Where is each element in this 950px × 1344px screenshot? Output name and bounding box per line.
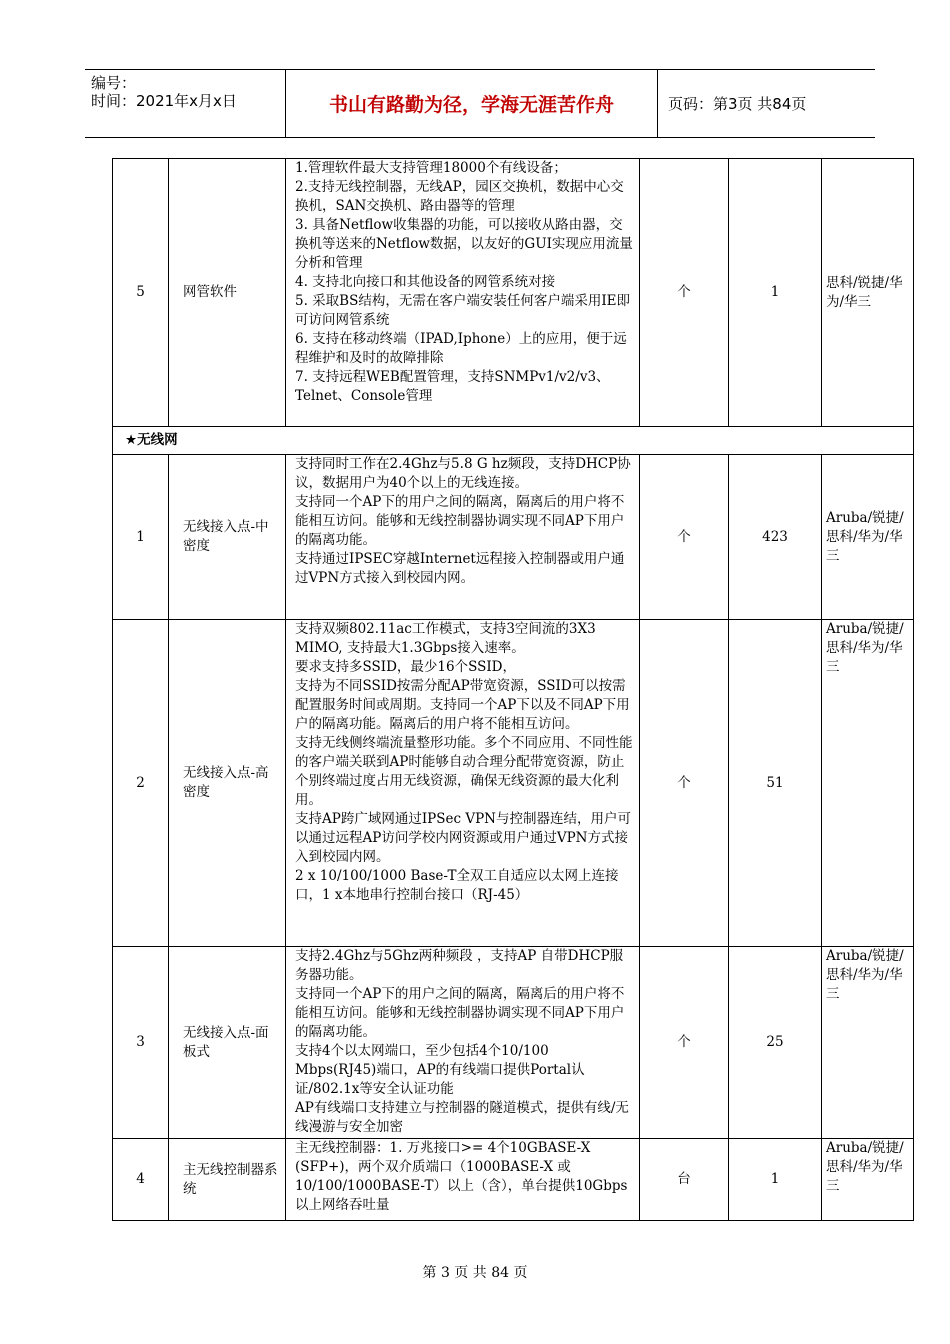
item-description: [286, 455, 640, 620]
desc-line: 2 x 10/100/1000 Base-T全双工自适应以太网上连接口，1 x本地串行控制台接口（RJ-45）: [295, 868, 619, 903]
desc-line: 3. 具备Netflow收集器的功能，可以接收从路由器，交换机等送来的Netflow数据，以友好的GUI实现应用流量分析和管理: [295, 217, 633, 271]
desc-line: 主无线控制器：1. 万兆接口>= 4个10GBASE-X (SFP+)，两个双介质端口（1000BASE-X 或 10/100/1000BASE-T）以上（含），单台提供10Gbps以上网络吞吐量: [295, 1140, 628, 1213]
desc-line: 5. 采取BS结构，无需在客户端安装任何客户端采用IE即可访问网管系统: [295, 293, 631, 328]
desc-line: 支持2.4Ghz与5Ghz两种频段 ，支持AP 自带DHCP服务器功能。: [295, 948, 624, 983]
desc-line: 支持通过IPSEC穿越Internet远程接入控制器或用户通过VPN方式接入到校园内网。: [295, 551, 625, 586]
table-row: [113, 1139, 914, 1221]
section-title: ★无线网: [113, 427, 914, 455]
desc-line: 支持同时工作在2.4Ghz与5.8 G hz频段，支持DHCP协议，数据用户为40个以上的无线连接。: [295, 456, 631, 491]
row-number: 3: [113, 947, 169, 1139]
page-header: [85, 69, 875, 138]
item-name: 网管软件: [169, 159, 286, 427]
item-brand: Aruba/锐捷/思科/华为/华三: [822, 947, 914, 1139]
number-label: 编号：: [91, 74, 137, 92]
item-unit: 个: [640, 159, 729, 427]
desc-line: 要求支持多SSID，最少16个SSID，: [295, 659, 517, 675]
item-brand: Aruba/锐捷/思科/华为/华三: [822, 455, 914, 620]
desc-line: AP有线端口支持建立与控制器的隧道模式，提供有线/无线漫游与安全加密: [295, 1100, 629, 1135]
table-row: [113, 947, 914, 1139]
desc-line: 支持同一个AP下的用户之间的隔离，隔离后的用户将不能相互访问。能够和无线控制器协调实现不同AP下用户的隔离功能。: [295, 986, 625, 1040]
desc-line: 6. 支持在移动终端（IPAD,Iphone）上的应用，便于远程维护和及时的故障排除: [295, 331, 627, 366]
desc-line: 2.支持无线控制器，无线AP，园区交换机，数据中心交换机，SAN交换机、路由器等的管理: [295, 179, 624, 214]
desc-line: 支持为不同SSID按需分配AP带宽资源，SSID可以按需配置服务时间或周期。支持同一个AP下以及不同AP下用户的隔离功能。隔离后的用户将不能相互访问。: [295, 678, 630, 732]
item-name: 无线接入点-面板式: [169, 947, 286, 1139]
motto: 书山有路勤为径，学海无涯苦作舟: [285, 70, 658, 137]
item-quantity: 51: [729, 620, 822, 947]
table-row: [113, 159, 914, 427]
table-row: [113, 620, 914, 947]
item-quantity: 1: [729, 1139, 822, 1221]
header-meta: [85, 70, 285, 137]
item-unit: 个: [640, 947, 729, 1139]
item-brand: Aruba/锐捷/思科/华为/华三: [822, 620, 914, 947]
item-brand: 思科/锐捷/华为/华三: [822, 159, 914, 427]
item-quantity: 1: [729, 159, 822, 427]
desc-line: 7. 支持远程WEB配置管理，支持SNMPv1/v2/v3、Telnet、Console管理: [295, 369, 610, 404]
item-description: [286, 947, 640, 1139]
desc-line: 支持同一个AP下的用户之间的隔离，隔离后的用户将不能相互访问。能够和无线控制器协调实现不同AP下用户的隔离功能。: [295, 494, 625, 548]
desc-line: 支持双频802.11ac工作模式，支持3空间流的3X3 MIMO, 支持最大1.3Gbps接入速率。: [295, 621, 596, 656]
row-number: 1: [113, 455, 169, 620]
item-name: 主无线控制器系统: [169, 1139, 286, 1221]
item-unit: 个: [640, 620, 729, 947]
item-quantity: 25: [729, 947, 822, 1139]
desc-line: 支持4个以太网端口，至少包括4个10/100 Mbps(RJ45)端口，AP的有线端口提供Portal认证/802.1x等安全认证功能: [295, 1043, 585, 1097]
item-unit: 台: [640, 1139, 729, 1221]
row-number: 5: [113, 159, 169, 427]
spec-table: [112, 158, 914, 1221]
row-number: 4: [113, 1139, 169, 1221]
section-row: [113, 427, 914, 455]
time-label: 时间：2021年x月x日: [91, 92, 237, 110]
desc-line: 支持无线侧终端流量整形功能。多个不同应用、不同性能的客户端关联到AP时能够自动合理分配带宽资源，防止个别终端过度占用无线资源，确保无线资源的最大化利用。: [295, 735, 633, 808]
item-description: [286, 1139, 640, 1221]
item-name: 无线接入点-中密度: [169, 455, 286, 620]
page-info: 页码：第3页 共84页: [668, 95, 807, 113]
item-brand: Aruba/锐捷/思科/华为/华三: [822, 1139, 914, 1221]
item-unit: 个: [640, 455, 729, 620]
desc-line: 1.管理软件最大支持管理18000个有线设备；: [295, 160, 567, 176]
item-quantity: 423: [729, 455, 822, 620]
page-footer: 第 3 页 共 84 页: [422, 1265, 528, 1281]
table-row: [113, 455, 914, 620]
item-name: 无线接入点-高密度: [169, 620, 286, 947]
item-description: [286, 620, 640, 947]
item-description: [286, 159, 640, 427]
desc-line: 4. 支持北向接口和其他设备的网管系统对接: [295, 274, 556, 290]
row-number: 2: [113, 620, 169, 947]
desc-line: 支持AP跨广域网通过IPSec VPN与控制器连结，用户可以通过远程AP访问学校内网资源或用户通过VPN方式接入到校园内网。: [295, 811, 631, 865]
